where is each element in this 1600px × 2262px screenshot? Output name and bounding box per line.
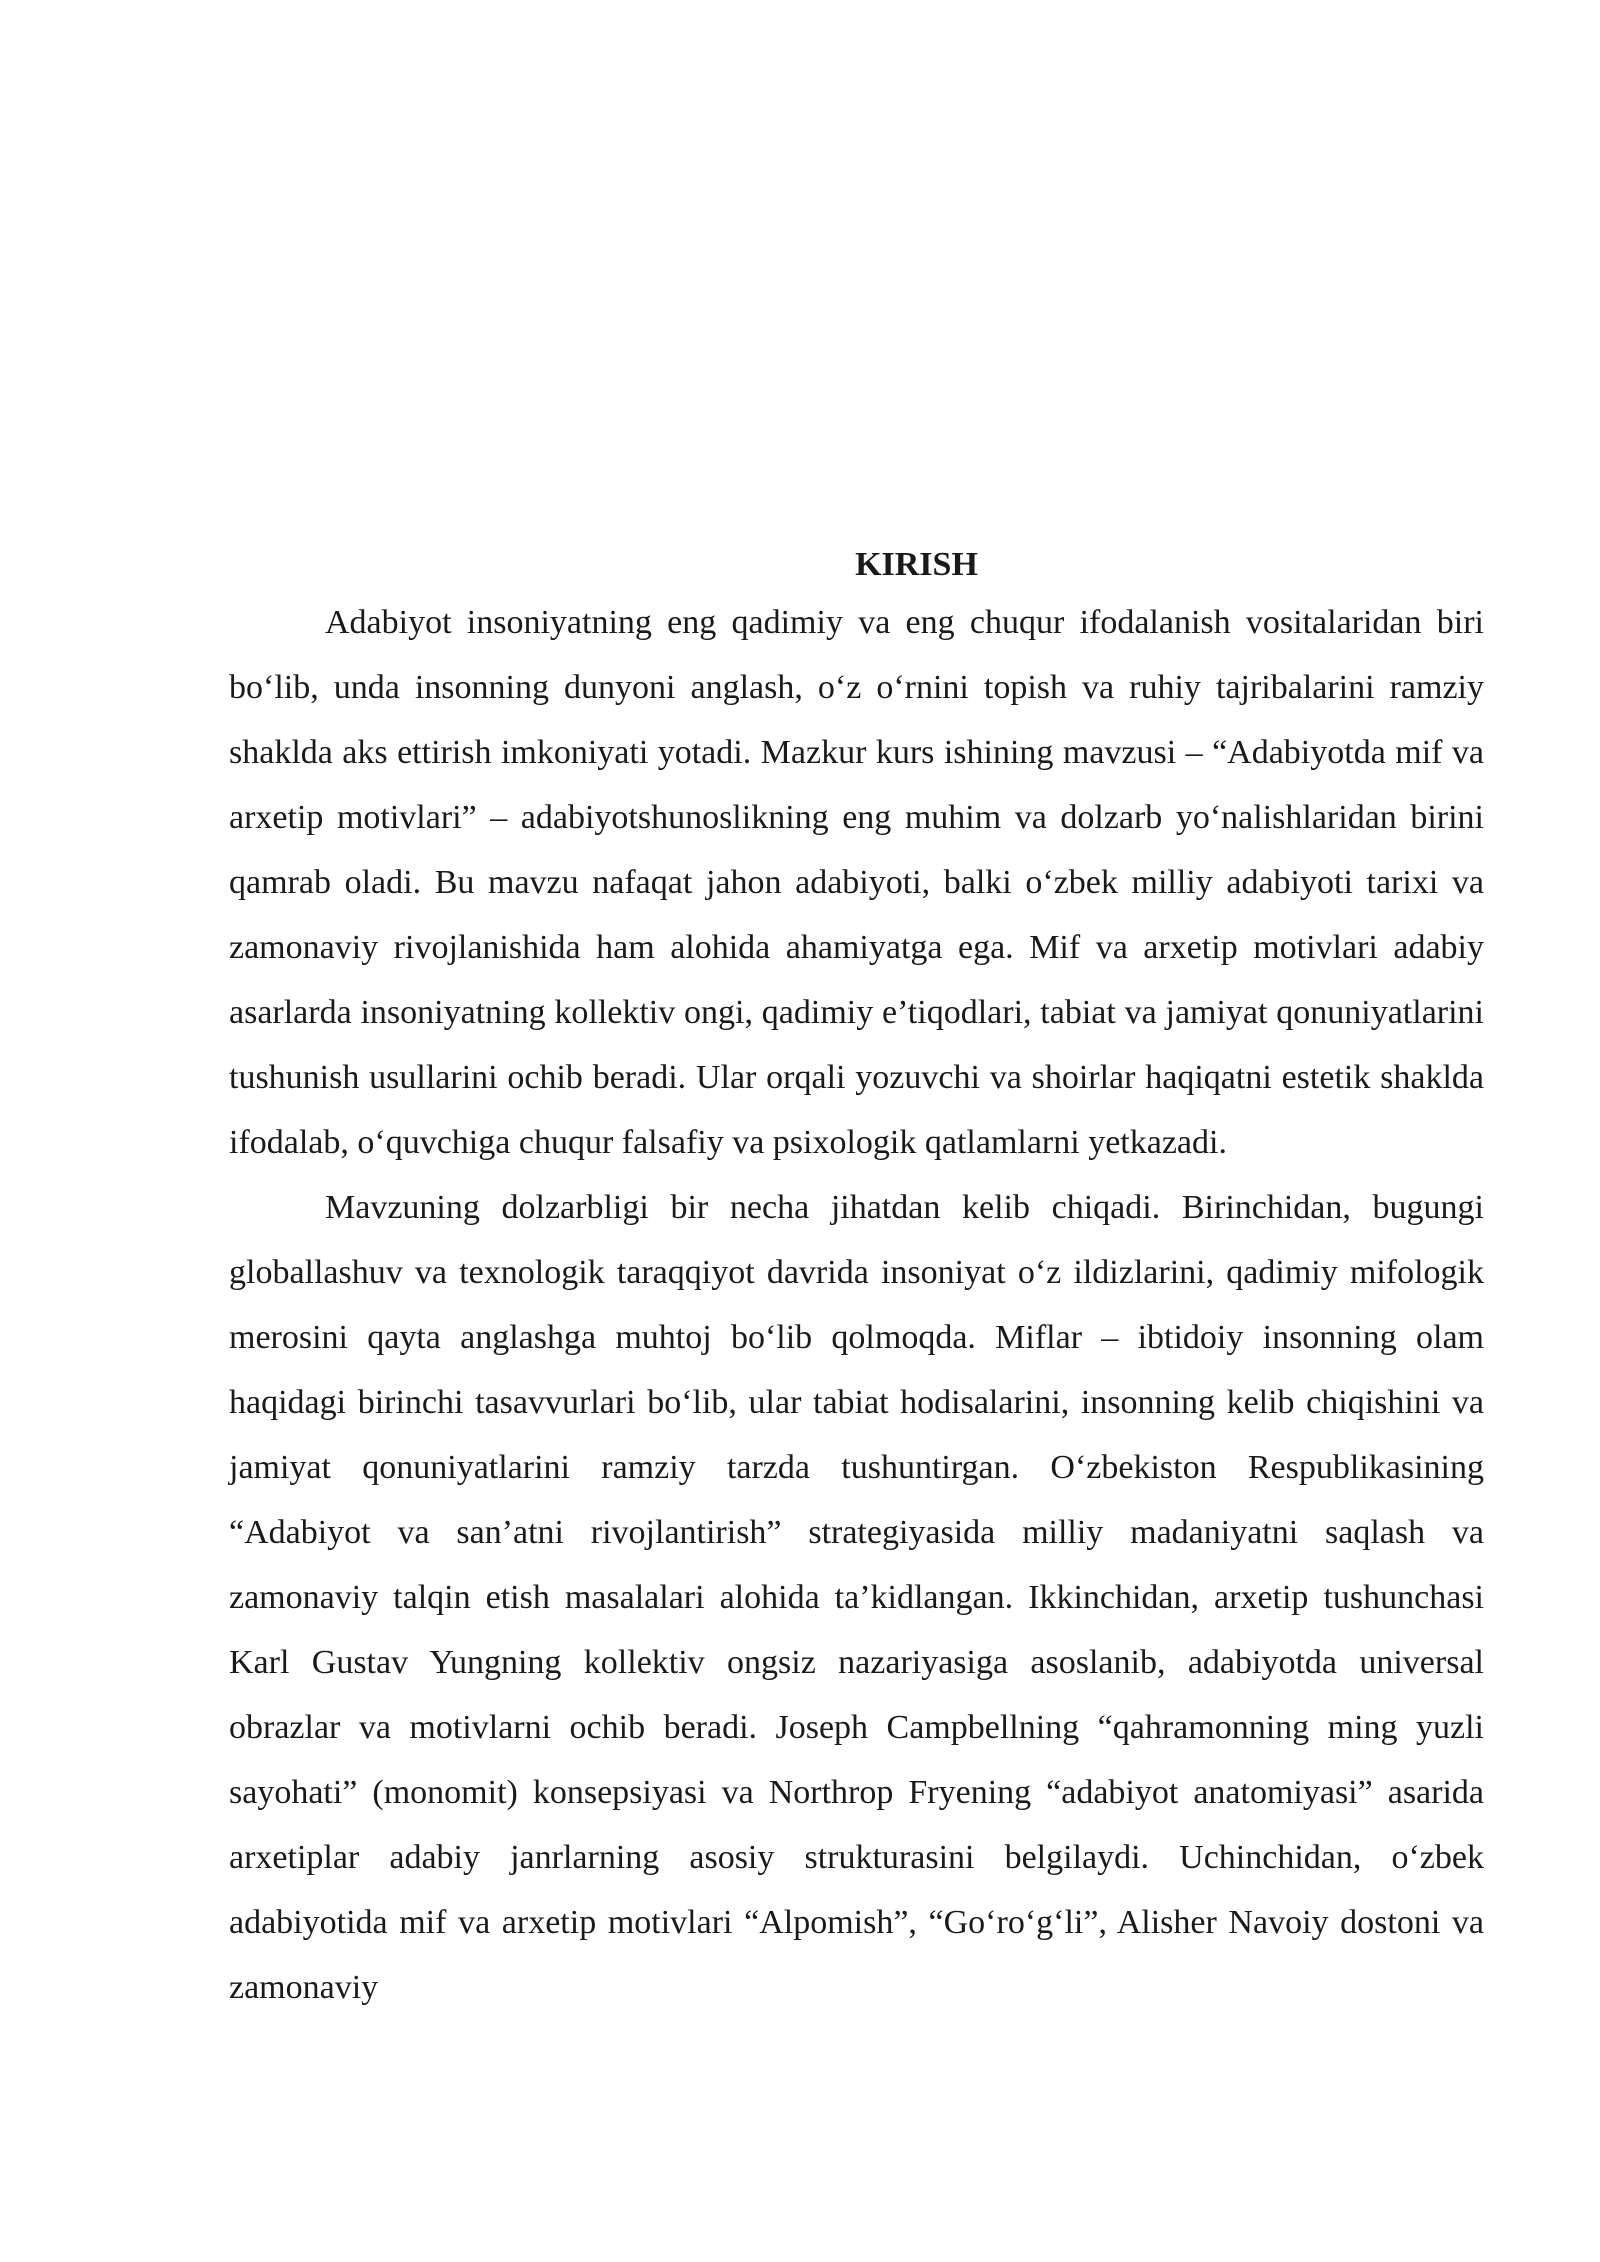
paragraph-relevance: Mavzuning dolzarbligi bir necha jihatdan kelib chiqadi. Birinchidan, bugungi globallashuv va texnologik taraqqiyot davrida insoniyat o‘z ildizlarini, qadimiy mifologik merosini qayta anglashga muhtoj bo‘lib qolmoqda. Miflar – ibtidoiy insonning olam haqidagi birinchi tasavvurlari bo‘lib, ular tabiat hodisalarini, insonning kelib chiqishini va jamiyat qonuniyatlarini ramziy tarzda tushuntirgan. O‘zbekiston Respublikasining “Adabiyot va san’atni rivojlantirish” strategiyasida milliy madaniyatni saqlash va zamonaviy talqin etish masalalari alohida ta’kidlangan. Ikkinchidan, arxetip tushunchasi Karl Gustav Yungning kollektiv ongsiz nazariyasiga asoslanib, adabiyotda universal obrazlar va motivlarni ochib beradi. Joseph Campbellning “qahramonning ming yuzli sayohati” (monomit) konsepsiyasi va Northrop Fryening “adabiyot anatomiyasi” asarida arxetiplar adabiy janrlarning asosiy strukturasini belgilaydi. Uchinchidan, o‘zbek adabiyotida mif va arxetip motivlari “Alpomish”, “Go‘ro‘g‘li”, Alisher Navoiy dostoni va zamonaviy	[229, 1189, 1484, 2006]
page-title: KIRISH	[855, 546, 978, 583]
paragraph-introduction: Adabiyot insoniyatning eng qadimiy va eng chuqur ifodalanish vositalaridan biri bo‘lib, unda insonning dunyoni anglash, o‘z o‘rnini topish va ruhiy tajribalarini ramziy shaklda aks ettirish imkoniyati yotadi. Mazkur kurs ishining mavzusi – “Adabiyotda mif va arxetip motivlari” – adabiyotshunoslikning eng muhim va dolzarb yo‘nalishlaridan birini qamrab oladi. Bu mavzu nafaqat jahon adabiyoti, balki o‘zbek milliy adabiyoti tarixi va zamonaviy rivojlanishida ham alohida ahamiyatga ega. Mif va arxetip motivlari adabiy asarlarda insoniyatning kollektiv ongi, qadimiy e’tiqodlari, tabiat va jamiyat qonuniyatlarini tushunish usullarini ochib beradi. Ular orqali yozuvchi va shoirlar haqiqatni estetik shaklda ifodalab, o‘quvchiga chuqur falsafiy va psixologik qatlamlarni yetkazadi.	[229, 604, 1484, 1161]
document-body	[229, 540, 1484, 2020]
